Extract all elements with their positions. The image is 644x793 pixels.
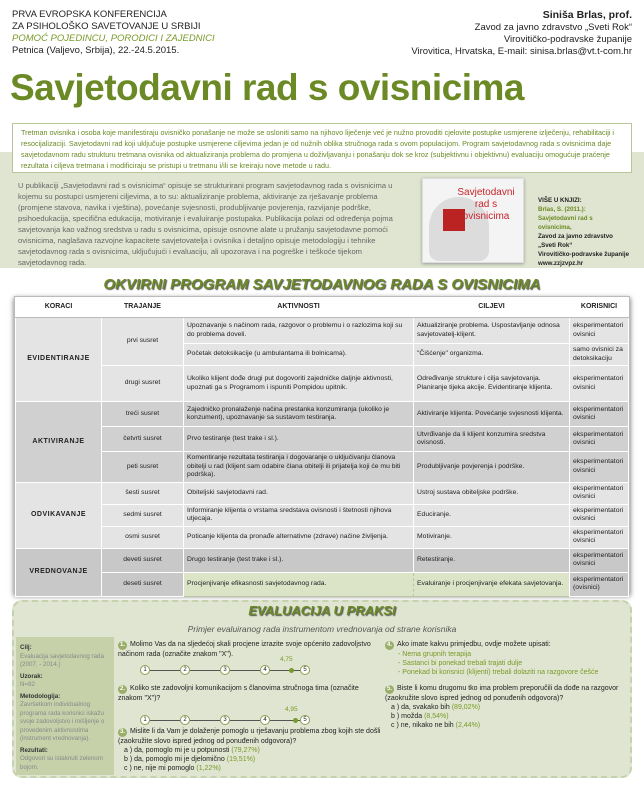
duration-cell: deseti susret bbox=[102, 572, 184, 596]
activity-cell: Komentiranje rezultata testiranja i dogovaranje o uključivanju članova obitelji u rad (klijent sam odabire člana obitelji ili prijatelja koji će mu biti podrška). bbox=[184, 452, 414, 483]
goal-cell: Ustroj sustava obiteljske podrške. bbox=[414, 482, 570, 504]
side-heading: Cilj: bbox=[20, 644, 32, 651]
col-aktivnosti: AKTIVNOSTI bbox=[184, 298, 414, 318]
answer-option bbox=[118, 755, 383, 764]
q-text: Ako imate kakvu primjedbu, ovdje možete upisati: bbox=[397, 641, 551, 648]
option-percent: (89,02%) bbox=[451, 704, 481, 711]
goal-cell: Motiviranje. bbox=[414, 526, 570, 548]
duration-cell: prvi susret bbox=[102, 318, 184, 366]
scale-point: 1 bbox=[140, 665, 150, 675]
table-row bbox=[16, 452, 629, 483]
goal-cell: Aktiviranje klijenta. Povećanje svjesnosti klijenta. bbox=[414, 402, 570, 427]
program-table bbox=[14, 296, 630, 594]
goal-cell: Educiranje. bbox=[414, 504, 570, 526]
scale-line bbox=[190, 720, 220, 721]
table-row bbox=[16, 318, 629, 344]
scale-line bbox=[270, 670, 300, 671]
answer-option bbox=[118, 764, 383, 773]
answer: - Ponekad bi korisnici (klijenti) trebali dolaziti na razgovore češće bbox=[398, 669, 599, 676]
col-koraci: KORACI bbox=[16, 298, 102, 318]
option-percent: (79,27%) bbox=[231, 747, 260, 754]
conf-line: PRVA EVROPSKA KONFERENCIJA bbox=[12, 9, 167, 20]
duration-cell: osmi susret bbox=[102, 526, 184, 548]
activity-cell: Ukoliko klijent dođe drugi put dogovoriti zajedničke daljnje aktivnosti, upoznati ga s Programom i ispuniti Pompidou upitnik. bbox=[184, 366, 414, 402]
conference-info bbox=[12, 9, 215, 57]
q-text: Biste li komu drugomu tko ima problem preporučili da dođe na razgovor (zaokružite slovo ispred jednog od ponuđenih odgovora)? bbox=[385, 685, 619, 702]
duration-cell: peti susret bbox=[102, 452, 184, 483]
author-line: Zavod za javno zdravstvo „Sveti Rok“ bbox=[474, 22, 632, 33]
question-5 bbox=[385, 684, 630, 730]
users-cell: eksperimentatori ovisnici bbox=[570, 526, 629, 548]
users-cell: eksperimentatori ovisnici bbox=[570, 548, 629, 572]
goal-cell: Utvrđivanje da li klijent konzumira sredstva ovisnosti. bbox=[414, 427, 570, 452]
scale-point: 4 bbox=[260, 665, 270, 675]
scale-point: 3 bbox=[220, 715, 230, 725]
table-row bbox=[16, 548, 629, 572]
poster-title: Savjetodavni rad s ovisnicima bbox=[10, 67, 524, 108]
scale-point: 2 bbox=[180, 715, 190, 725]
ref-publisher: Zavod za javno zdravstvo bbox=[538, 233, 613, 240]
users-cell: eksperimentatori ovisnici bbox=[570, 427, 629, 452]
activity-cell: Procjenjivanje efikasnosti savjetodavnog rada. bbox=[184, 572, 414, 596]
goal-cell: Produbljivanje povjerenja i podrške. bbox=[414, 452, 570, 483]
duration-cell: četvrti susret bbox=[102, 427, 184, 452]
scale-line bbox=[150, 670, 180, 671]
option-percent: (19,51%) bbox=[226, 756, 256, 763]
q-text: Mislite li da Vam je dolaženje pomoglo u rješavanju problema zbog kojih ste došli (zaokružite slovo ispred jednog od ponuđenih odgovora)? bbox=[118, 728, 381, 745]
activity-cell: Prvo testiranje (test trake i sl.). bbox=[184, 427, 414, 452]
users-cell: samo ovisnici za detoksikaciju bbox=[570, 344, 629, 366]
option-label: a ) da, svakako bih bbox=[391, 704, 450, 711]
answer-option bbox=[385, 703, 630, 712]
step-cell: ODVIKAVANJE bbox=[16, 482, 102, 548]
side-value: N=82 bbox=[20, 681, 35, 688]
option-label: a ) da, pomoglo mi je u potpunosti bbox=[124, 747, 230, 754]
ref-author: Brlas, S. (2011.): bbox=[538, 206, 586, 213]
answer: - Nema grupnih terapija bbox=[398, 651, 472, 658]
scale-point: 3 bbox=[220, 665, 230, 675]
program-title: OKVIRNI PROGRAM SAVJETODAVNOG RADA S OVISNICIMA bbox=[103, 276, 541, 293]
evaluation-title: EVALUACIJA U PRAKSI bbox=[248, 603, 396, 618]
users-cell: eksperimentatori ovisnici bbox=[570, 482, 629, 504]
activity-cell: Obiteljski savjetodavni rad. bbox=[184, 482, 414, 504]
author-info bbox=[411, 9, 632, 58]
ref-title: Savjetodavni rad s ovisnicima, bbox=[538, 215, 593, 231]
side-heading: Rezultati: bbox=[20, 746, 48, 754]
conf-line: ZA PSIHOLOŠKO SAVETOVANJE U SRBIJI bbox=[12, 21, 201, 32]
q-number: 4. bbox=[386, 642, 392, 648]
ref-publisher: „Sveti Rok“ bbox=[538, 242, 573, 249]
question-2 bbox=[118, 684, 383, 725]
author-contact: Virovitica, Hrvatska, E-mail: sinisa.brlas@vt.t-com.hr bbox=[411, 46, 632, 57]
book-title: Savjetodavni rad s ovisnicima bbox=[457, 187, 515, 222]
users-cell: eksperimentatori ovisnici bbox=[570, 452, 629, 483]
users-cell: eksperimentatori ovisnici bbox=[570, 402, 629, 427]
rating-scale bbox=[140, 706, 383, 725]
goal-cell: Retestiranje. bbox=[414, 548, 570, 572]
goal-cell: "Čišćenje" organizma. bbox=[414, 344, 570, 366]
goal-cell: Određivanje strukture i cilja savjetovanja. Planiranje tijeka akcije. Evidentiranje klijenta. bbox=[414, 366, 570, 402]
scale-line bbox=[230, 670, 260, 671]
q-number: 1. bbox=[119, 642, 125, 648]
ref-web: www.zzjzvpz.hr bbox=[538, 260, 584, 267]
option-label: b ) da, pomoglo mi je djelomično bbox=[124, 756, 225, 763]
scale-line bbox=[230, 720, 260, 721]
table-row bbox=[16, 482, 629, 504]
users-cell: eksperimentatori ovisnici bbox=[570, 318, 629, 344]
q-number: 3. bbox=[119, 729, 125, 735]
question-3 bbox=[118, 727, 383, 773]
q-text: Koliko ste zadovoljni komunikacijom s članovima stručnoga tima (označite znakom "X")? bbox=[118, 685, 359, 702]
option-label: c ) ne, nije mi pomoglo bbox=[124, 765, 195, 772]
conf-place: Petnica (Valjevo, Srbija), 22.-24.5.2015. bbox=[12, 45, 180, 56]
users-cell: eksperimentatori ovisnici bbox=[570, 504, 629, 526]
side-value: Evaluacija savjetodavnog rada (2007. - 2014.) bbox=[20, 652, 104, 668]
question-4 bbox=[385, 640, 630, 677]
col-korisnici: KORISNICI bbox=[570, 298, 629, 318]
table-row bbox=[16, 572, 629, 596]
evaluation-subtitle: Primjer evaluiranog rada instrumentom vrednovanja od strane korisnika bbox=[187, 624, 457, 634]
rating-marker bbox=[289, 668, 294, 673]
duration-cell: sedmi susret bbox=[102, 504, 184, 526]
scale-point: 5 bbox=[300, 665, 310, 675]
option-percent: (2,44%) bbox=[455, 722, 481, 729]
table-row bbox=[16, 402, 629, 427]
activity-cell: Zajedničko pronalaženje načina prestanka konzumiranja (ukoliko je konzument), upoznavanje sa sustavom testiranja. bbox=[184, 402, 414, 427]
scale-line bbox=[270, 720, 300, 721]
table-row bbox=[16, 366, 629, 402]
duration-cell: deveti susret bbox=[102, 548, 184, 572]
table-row bbox=[16, 427, 629, 452]
ref-publisher: Virovitičko-podravske županije bbox=[538, 251, 630, 258]
option-percent: (8,54%) bbox=[424, 713, 449, 720]
scale-point: 5 bbox=[300, 715, 310, 725]
side-heading: Metodologija: bbox=[20, 692, 61, 700]
ref-head: VIŠE U KNJIZI: bbox=[538, 197, 582, 204]
scale-point: 2 bbox=[180, 665, 190, 675]
answer-option bbox=[385, 721, 630, 730]
goal-cell: Evaluiranje i procjenjivanje efekata savjetovanja. bbox=[414, 572, 570, 596]
option-label: c ) ne, nikako ne bih bbox=[391, 722, 454, 729]
duration-cell: treći susret bbox=[102, 402, 184, 427]
side-value: Odgovori su istaknuti zelenom bojom. bbox=[20, 755, 103, 771]
q-number: 5. bbox=[386, 686, 392, 692]
activity-cell: Upoznavanje s načinom rada, razgovor o problemu i o razlozima koji su do problema doveli. bbox=[184, 318, 414, 344]
book-reference bbox=[538, 196, 634, 268]
side-heading: Uzorak: bbox=[20, 672, 43, 680]
scale-point: 4 bbox=[260, 715, 270, 725]
option-percent: (1,22%) bbox=[196, 765, 221, 772]
step-cell: VREDNOVANJE bbox=[16, 548, 102, 596]
answer: - Sastanci bi ponekad trebali trajati dulje bbox=[398, 660, 523, 667]
question-1 bbox=[118, 640, 383, 675]
answer-option bbox=[118, 746, 383, 755]
q-text: Molimo Vas da na sljedećoj skali procjene izrazite svoje općenito zadovoljstvo načinom rada (označite znakom "X"). bbox=[118, 641, 371, 658]
scale-line bbox=[150, 720, 180, 721]
duration-cell: šesti susret bbox=[102, 482, 184, 504]
activity-cell: Poticanje klijenta da pronađe alternativne (zdrave) načine življenja. bbox=[184, 526, 414, 548]
activity-cell: Početak detoksikacije (u ambulantama ili bolnicama). bbox=[184, 344, 414, 366]
activity-cell: Informiranje klijenta o vrstama sredstava ovisnosti i štetnosti njihova utjecaja. bbox=[184, 504, 414, 526]
rating-value: 4,95 bbox=[285, 706, 298, 713]
book-cover bbox=[422, 178, 524, 263]
conf-motto: POMOĆ POJEDINCU, PORODICI I ZAJEDNICI bbox=[12, 33, 215, 44]
author-line: Virovitičko-podravske županije bbox=[503, 34, 632, 45]
step-cell: AKTIVIRANJE bbox=[16, 402, 102, 483]
step-cell: EVIDENTIRANJE bbox=[16, 318, 102, 402]
users-cell: eksperimentatori ovisnici bbox=[570, 366, 629, 402]
col-ciljevi: CILJEVI bbox=[414, 298, 570, 318]
goal-cell: Aktualiziranje problema. Uspostavljanje odnosa savjetovatelj-klijent. bbox=[414, 318, 570, 344]
q-number: 2. bbox=[119, 686, 125, 692]
side-value: Završetkom individualnog programa rada korisnici iskažu svoje zadovoljstvo i mišljenje o provedenim aktivnostima (instrument vrednovanja). bbox=[20, 701, 105, 742]
answer-option bbox=[385, 712, 630, 721]
users-cell: eksperimentatori (ovisnici) bbox=[570, 572, 629, 596]
table-row bbox=[16, 504, 629, 526]
rating-value: 4,75 bbox=[280, 656, 293, 663]
author-name: Siniša Brlas, prof. bbox=[542, 9, 632, 21]
duration-cell: drugi susret bbox=[102, 366, 184, 402]
scale-point: 1 bbox=[140, 715, 150, 725]
rating-scale bbox=[140, 656, 383, 675]
option-label: b ) možda bbox=[391, 713, 423, 720]
publication-text: U publikaciji „Savjetodavni rad s ovisnicima“ opisuje se strukturirani program savjetodavnog rada s ovisnicima u kojemu su postupci usmjereni ciljevima, a to su: aktualiziranje problema, aktiviranje za rješavanje problema (promjene stavova, navika i vještina), povećanje svjesnosti, produbljivanje povjerenja, razvijanje podrške, psihoedukacija, specifična edukacija, motiviranje i evaluiranje postupaka. Publikacija polazi od određenja pojma savjetovanja kao važnog sredstva u radu s ovisnicima, opisuje osnovne alate u pružanju savjetodavne pomoći ovisnicima, naglašava razvojne kapacitete savjetovatelja i ovisnika i detaljno opisuje metodologiju i tehnike savjetodavnog rada s ovisnicima, uključujući i evaluaciju, ali upozorava i na pogreške i teškoće tijekom savjetodavnog rada. bbox=[18, 181, 393, 267]
table-row bbox=[16, 526, 629, 548]
activity-cell: Drugo testiranje (test trake i sl.). bbox=[184, 548, 414, 572]
evaluation-sidebar bbox=[16, 637, 114, 775]
col-trajanje: TRAJANJE bbox=[102, 298, 184, 318]
rating-marker bbox=[293, 718, 298, 723]
scale-line bbox=[190, 670, 220, 671]
intro-box: Tretman ovisnika i osoba koje manifestiraju ovisničko ponašanje ne može se osloniti samo na njihovo liječenje već je nužno provoditi cjelovite postupke usmjerene izlječenju, rehabilitaciji i resocijalizaciji. Savjetodavni rad koji uključuje postupke usmjerene ciljevima jedan je od nužnih oblika stručnoga rada s ovom populacijom. Program savjetodavnog rada s ovisnicima daje savjetodavnom radu strukturu tretmana ovisnika od aktualiziranja problema do promjena u doživljavanju i ponašanju dok se kroz (subjektivnu i objektivnu) evaluaciju omogućuje praćenje rezultata i ciljeva tretmana i modificiraju se pristupi u tretmanu i/ili se kreiraju nove metode u radu. bbox=[12, 123, 632, 173]
